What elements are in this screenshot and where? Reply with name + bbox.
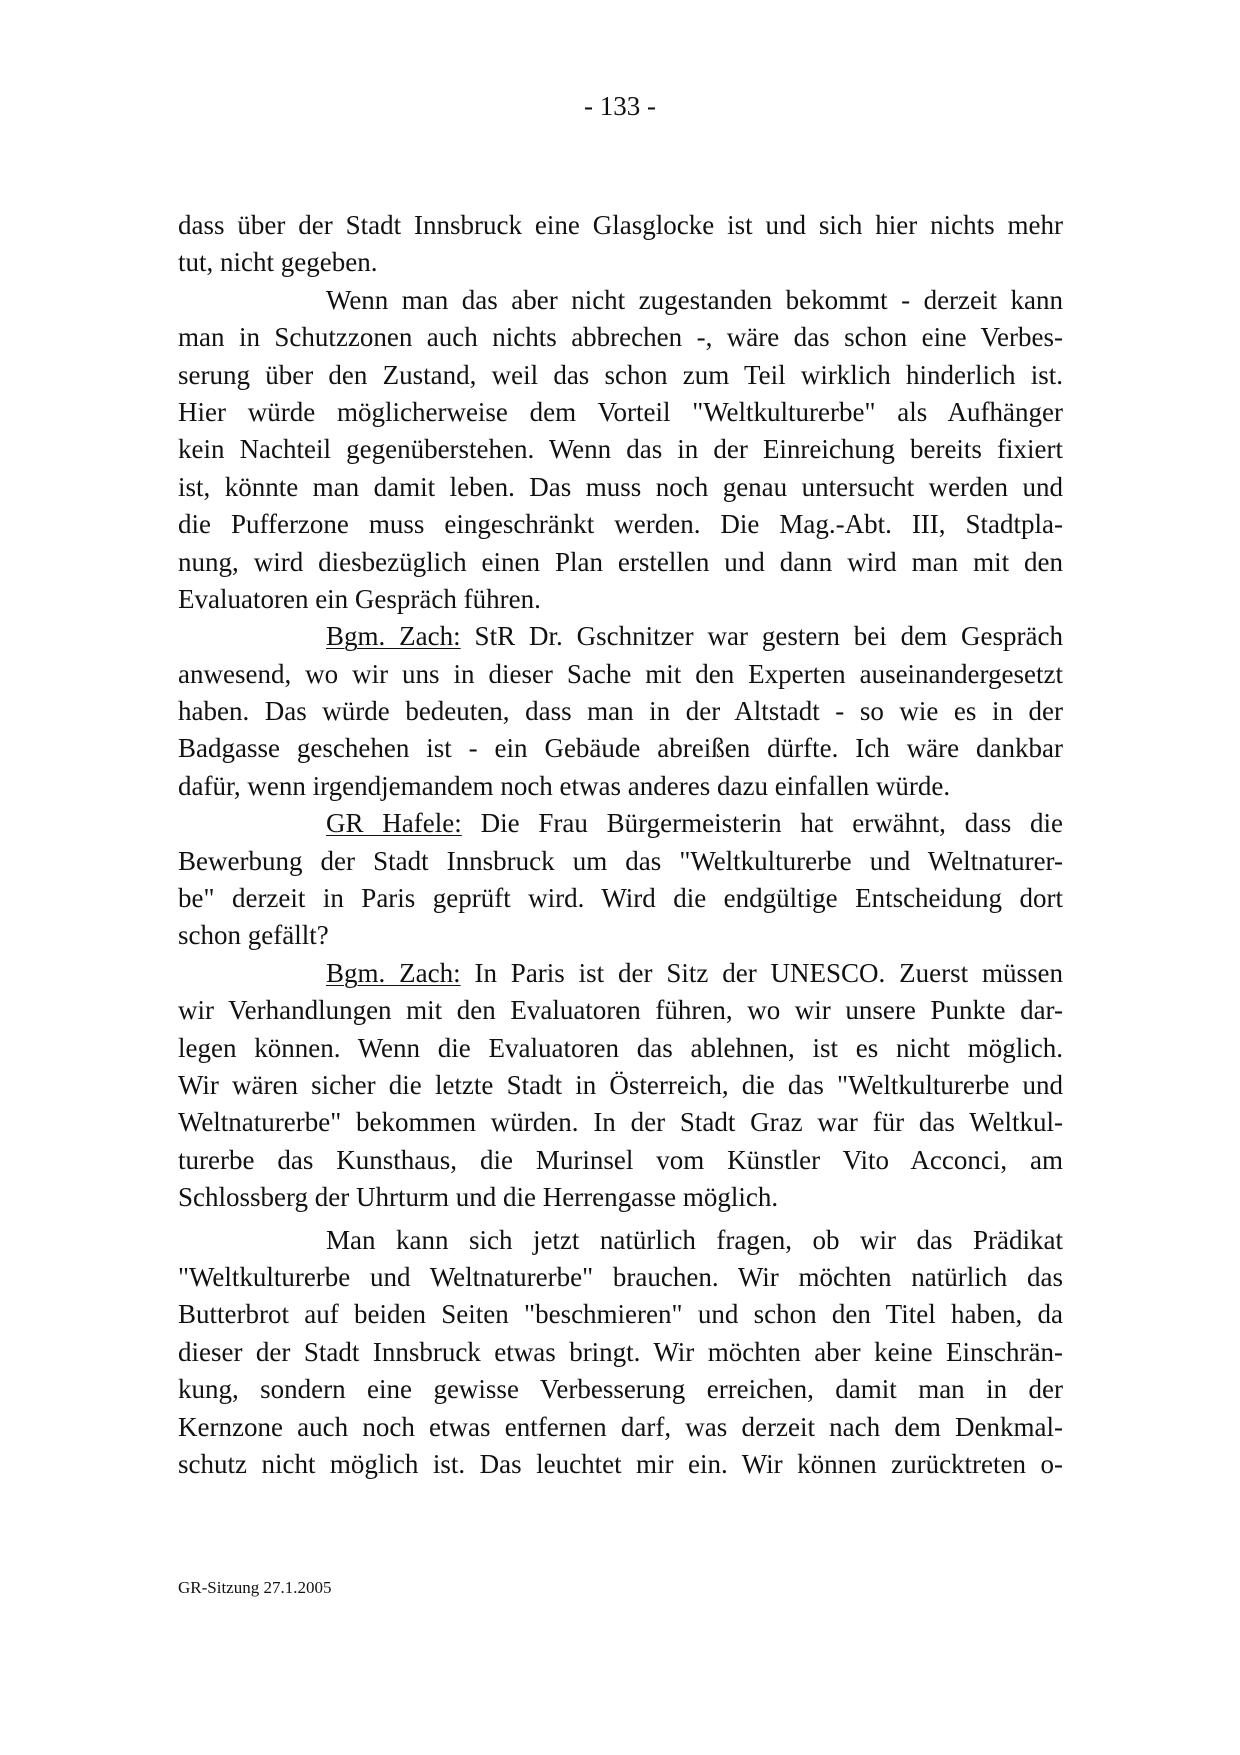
- text-line: dieser der Stadt Innsbruck etwas bringt. Wir möchten aber keine Einschrän-: [178, 1336, 1063, 1367]
- footer-session-label: GR-Sitzung 27.1.2005: [178, 1578, 332, 1597]
- text-line: Badgasse geschehen ist - ein Gebäude abreißen dürfte. Ich wäre dankbar: [178, 733, 1063, 764]
- text-line: dafür, wenn irgendjemandem noch etwas anderes dazu einfallen würde.: [178, 770, 951, 801]
- protocol-body: [178, 207, 1063, 1483]
- text-line: anwesend, wo wir uns in dieser Sache mit den Experten auseinandergesetzt: [178, 658, 1063, 689]
- paragraph-6: [178, 1222, 1063, 1484]
- page-number: - 133 -: [584, 91, 656, 121]
- text-line: man in Schutzzonen auch nichts abbrechen -, wäre das schon eine Verbes-: [178, 322, 1063, 353]
- text-line: be" derzeit in Paris geprüft wird. Wird die endgültige Entscheidung dort: [178, 883, 1063, 914]
- text-line: Wir wären sicher die letzte Stadt in Österreich, die das "Weltkulturerbe und: [178, 1069, 1063, 1100]
- text-line: Man kann sich jetzt natürlich fragen, ob wir das Prädikat: [326, 1224, 1063, 1255]
- text-line: ist, könnte man damit leben. Das muss noch genau untersucht werden und: [178, 471, 1063, 502]
- text-line: Hier würde möglicherweise dem Vorteil "Weltkulturerbe" als Aufhänger: [178, 396, 1063, 427]
- text-line: kein Nachteil gegenüberstehen. Wenn das in der Einreichung bereits fixiert: [178, 434, 1063, 465]
- text-line: turerbe das Kunsthaus, die Murinsel vom Künstler Vito Acconci, am: [178, 1144, 1063, 1175]
- text-line: Butterbrot auf beiden Seiten "beschmieren" und schon den Titel haben, da: [178, 1299, 1063, 1330]
- text-line: "Weltkulturerbe und Weltnaturerbe" brauchen. Wir möchten natürlich das: [178, 1261, 1063, 1292]
- paragraph-4: [178, 805, 1063, 955]
- speaker-name: Bgm. Zach:: [326, 957, 461, 988]
- speaker-name: GR Hafele:: [326, 808, 462, 839]
- text-line: Kernzone auch noch etwas entfernen darf, was derzeit nach dem Denkmal-: [178, 1411, 1063, 1442]
- text-line: schon gefällt?: [178, 920, 329, 951]
- text-line: nung, wird diesbezüglich einen Plan erstellen und dann wird man mit den: [178, 546, 1063, 577]
- text-fragment: In Paris ist der Sitz der UNESCO. Zuerst müssen: [460, 957, 1063, 988]
- text-line: serung über den Zustand, weil das schon zum Teil wirklich hinderlich ist.: [178, 359, 1063, 390]
- text-line: Schlossberg der Uhrturm und die Herrengasse möglich.: [178, 1182, 779, 1213]
- speaker-name: Bgm. Zach:: [326, 621, 461, 652]
- paragraph-5: [178, 955, 1063, 1217]
- text-line: wir Verhandlungen mit den Evaluatoren führen, wo wir unsere Punkte dar-: [178, 995, 1063, 1026]
- text-line: Weltnaturerbe" bekommen würden. In der Stadt Graz war für das Weltkul-: [178, 1107, 1063, 1138]
- text-line: Wenn man das aber nicht zugestanden bekommt - derzeit kann: [326, 284, 1063, 315]
- text-line: [178, 955, 1063, 992]
- text-line: Evaluatoren ein Gespräch führen.: [178, 583, 541, 614]
- paragraph-2: [178, 282, 1063, 619]
- text-line: [178, 618, 1063, 655]
- text-line: schutz nicht möglich ist. Das leuchtet mir ein. Wir können zurücktreten o-: [178, 1448, 1063, 1479]
- text-line: haben. Das würde bedeuten, dass man in der Altstadt - so wie es in der: [178, 696, 1063, 727]
- text-line: legen können. Wenn die Evaluatoren das ablehnen, ist es nicht möglich.: [178, 1032, 1063, 1063]
- paragraph-3: [178, 618, 1063, 805]
- text-line: Bewerbung der Stadt Innsbruck um das "Weltkulturerbe und Weltnaturer-: [178, 845, 1063, 876]
- text-line: kung, sondern eine gewisse Verbesserung erreichen, damit man in der: [178, 1374, 1063, 1405]
- text-fragment: Die Frau Bürgermeisterin hat erwähnt, dass die: [461, 808, 1063, 839]
- text-line: dass über der Stadt Innsbruck eine Glasglocke ist und sich hier nichts mehr: [178, 210, 1063, 240]
- text-line: tut, nicht gegeben.: [178, 247, 378, 278]
- paragraph-1: [178, 207, 1063, 282]
- text-line: die Pufferzone muss eingeschränkt werden. Die Mag.-Abt. III, Stadtpla-: [178, 509, 1063, 540]
- text-fragment: StR Dr. Gschnitzer war gestern bei dem Gespräch: [460, 621, 1063, 652]
- text-line: [178, 805, 1063, 842]
